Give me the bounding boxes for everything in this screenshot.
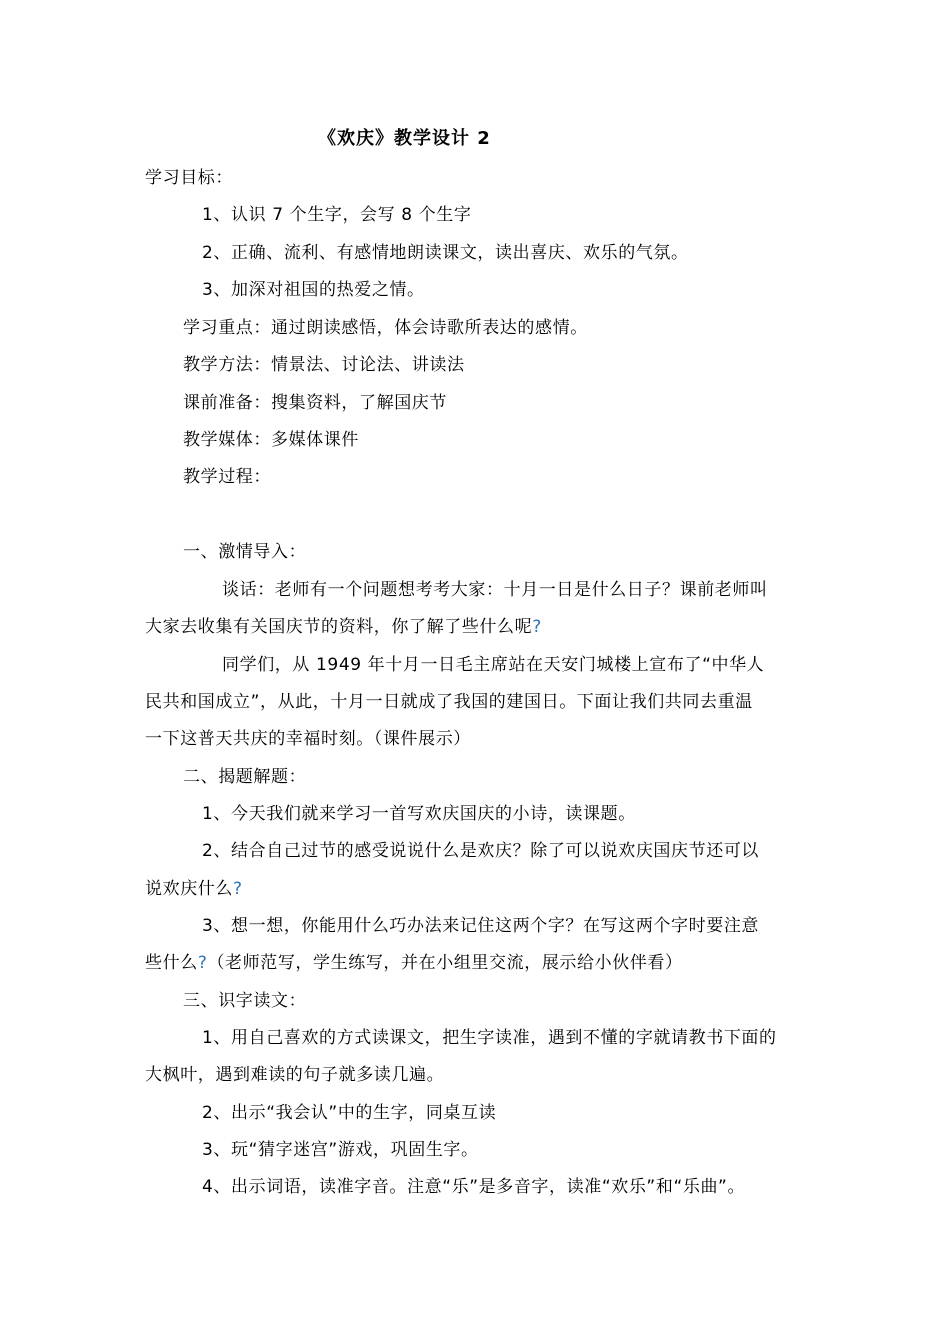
section2-item2-line2: 说欢庆什么?: [145, 879, 243, 899]
section1-p1-line1: 谈话：老师有一个问题想考考大家：十月一日是什么日子？课前老师叫: [222, 580, 768, 600]
process-line: 教学过程：: [183, 467, 271, 487]
section1-heading: 一、激情导入：: [183, 542, 307, 562]
section2-item1: 1、今天我们就来学习一首写欢庆国庆的小诗，读课题。: [202, 804, 636, 824]
question-mark: ?: [197, 953, 208, 973]
section1-p2-line1: 同学们，从 1949 年十月一日毛主席站在天安门城楼上宣布了“中华人: [222, 655, 765, 675]
section2-item3-line1: 3、想一想，你能用什么巧办法来记住这两个字？在写这两个字时要注意: [202, 916, 760, 936]
methods-line: 教学方法：情景法、讨论法、讲读法: [183, 355, 465, 375]
section3-item1-line2: 大枫叶，遇到难读的句子就多读几遍。: [145, 1065, 445, 1085]
focus-line: 学习重点：通过朗读感悟，体会诗歌所表达的感情。: [183, 318, 588, 338]
objective-item-2: 2、正确、流利、有感情地朗读课文，读出喜庆、欢乐的气氛。: [202, 243, 689, 263]
section3-item2: 2、出示“我会认”中的生字，同桌互读: [202, 1103, 497, 1123]
section1-p2-line3: 一下这普天共庆的幸福时刻。（课件展示）: [145, 729, 471, 749]
objective-item-1: 1、认识 7 个生字，会写 8 个生字: [202, 205, 472, 225]
section2-heading: 二、揭题解题：: [183, 767, 307, 787]
section3-item1-line1: 1、用自己喜欢的方式读课文，把生字读准，遇到不懂的字就请教书下面的: [202, 1028, 777, 1048]
document-title: 《欢庆》教学设计 2: [318, 128, 491, 149]
question-mark: ?: [233, 879, 243, 899]
preparation-line: 课前准备：搜集资料，了解国庆节: [183, 393, 447, 413]
question-mark: ?: [532, 617, 542, 637]
media-line: 教学媒体：多媒体课件: [183, 430, 359, 450]
section3-heading: 三、识字读文：: [183, 991, 307, 1011]
objectives-heading: 学习目标：: [145, 168, 233, 188]
section1-p1-line2: 大家去收集有关国庆节的资料，你了解了些什么呢?: [145, 617, 542, 637]
objective-item-3: 3、加深对祖国的热爱之情。: [202, 280, 425, 300]
section3-item3: 3、玩“猜字迷宫”游戏，巩固生字。: [202, 1140, 479, 1160]
section2-item3-line2: 些什么?（老师范写，学生练写，并在小组里交流，展示给小伙伴看）: [145, 953, 683, 973]
section2-item2-line1: 2、结合自己过节的感受说说什么是欢庆？除了可以说欢庆国庆节还可以: [202, 841, 760, 861]
section1-p2-line2: 民共和国成立”，从此，十月一日就成了我国的建国日。下面让我们共同去重温: [145, 692, 753, 712]
section3-item4: 4、出示词语，读准字音。注意“乐”是多音字，读准“欢乐”和“乐曲”。: [202, 1177, 746, 1197]
